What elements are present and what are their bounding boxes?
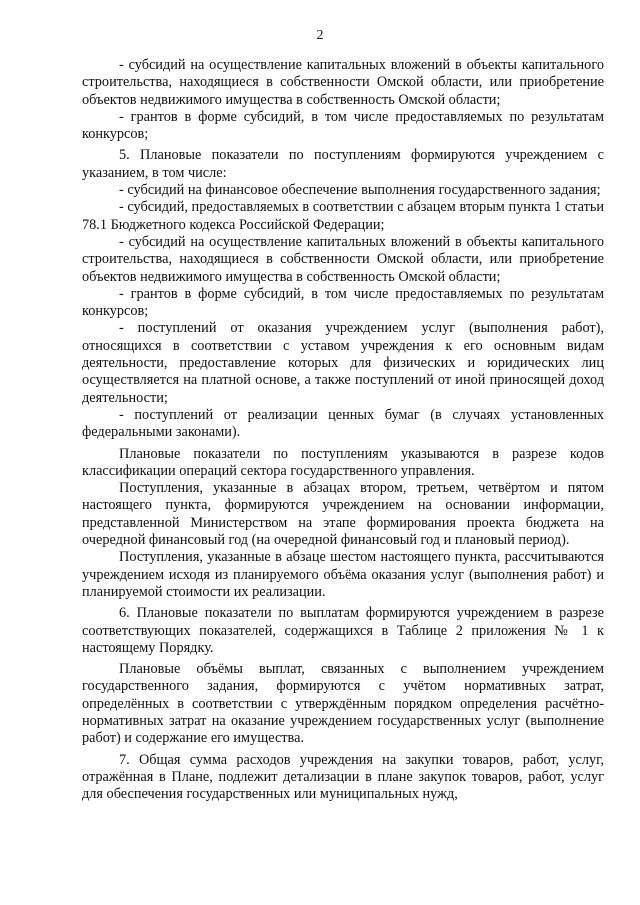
paragraph: - субсидий на финансовое обеспечение выполнения государственного задания; (119, 182, 601, 199)
paragraph: Плановые объёмы выплат, связанных с выполнением учреждением государственного задания, формируются с учётом нормативных затрат, определённых в соответствии с утверждённым порядком определения расчётно-нормативных затрат на оказание учреждением государственных услуг (выполнение работ) и содержание его имущества. (82, 661, 604, 747)
page-number: 2 (316, 28, 324, 43)
paragraph: Поступления, указанные в абзаце шестом настоящего пункта, рассчитываются учреждением исходя из планируемого объёма оказания услуг (выполнения работ) и планируемой стоимости их реализации. (82, 549, 604, 600)
paragraph: - поступлений от оказания учреждением услуг (выполнения работ), относящихся в соответствии с уставом учреждения к его основным видам деятельности, предоставление которых для физических и юридических лиц осуществляется на платной основе, а также поступлений от иной приносящей доход деятельности; (82, 320, 604, 406)
paragraph: - субсидий на осуществление капитальных вложений в объекты капитального строительства, находящиеся в собственности Омской области, или приобретение объектов недвижимого имущества в собственность Омской области; (82, 233, 604, 285)
paragraph: - грантов в форме субсидий, в том числе предоставляемых по результатам конкурсов; (82, 108, 604, 143)
paragraph: Плановые показатели по поступлениям указываются в разрезе кодов классификации операций сектора государственного управления. (82, 445, 604, 479)
paragraph: 7. Общая сумма расходов учреждения на закупки товаров, работ, услуг, отражённая в Плане, подлежит детализации в плане закупок товаров, работ, услуг для обеспечения государственных или муниципальных нужд, (82, 751, 604, 803)
paragraph: Поступления, указанные в абзацах втором, третьем, четвёртом и пятом настоящего пункта, формируются учреждением на основании информации, представленной Министерством на этапе формирования проекта бюджета на очередной финансовый год (на очередной финансовый год и плановый период). (82, 480, 604, 549)
paragraph: 6. Плановые показатели по выплатам формируются учреждением в разрезе соответствующих показателей, содержащихся в Таблице 2 приложения № 1 к настоящему Порядку. (82, 605, 604, 656)
paragraph: - субсидий, предоставляемых в соответствии с абзацем вторым пункта 1 статьи 78.1 Бюджетного кодекса Российской Федерации; (82, 199, 604, 233)
paragraph: 5. Плановые показатели по поступлениям формируются учреждением с указанием, в том числе: (82, 147, 604, 181)
document-body (82, 57, 604, 803)
paragraph: - поступлений от реализации ценных бумаг (в случаях установленных федеральными законами). (82, 406, 604, 441)
paragraph: - грантов в форме субсидий, в том числе предоставляемых по результатам конкурсов; (82, 285, 604, 320)
paragraph: - субсидий на осуществление капитальных вложений в объекты капитального строительства, находящиеся в собственности Омской области, или приобретение объектов недвижимого имущества в собственность Омской области; (82, 57, 604, 108)
